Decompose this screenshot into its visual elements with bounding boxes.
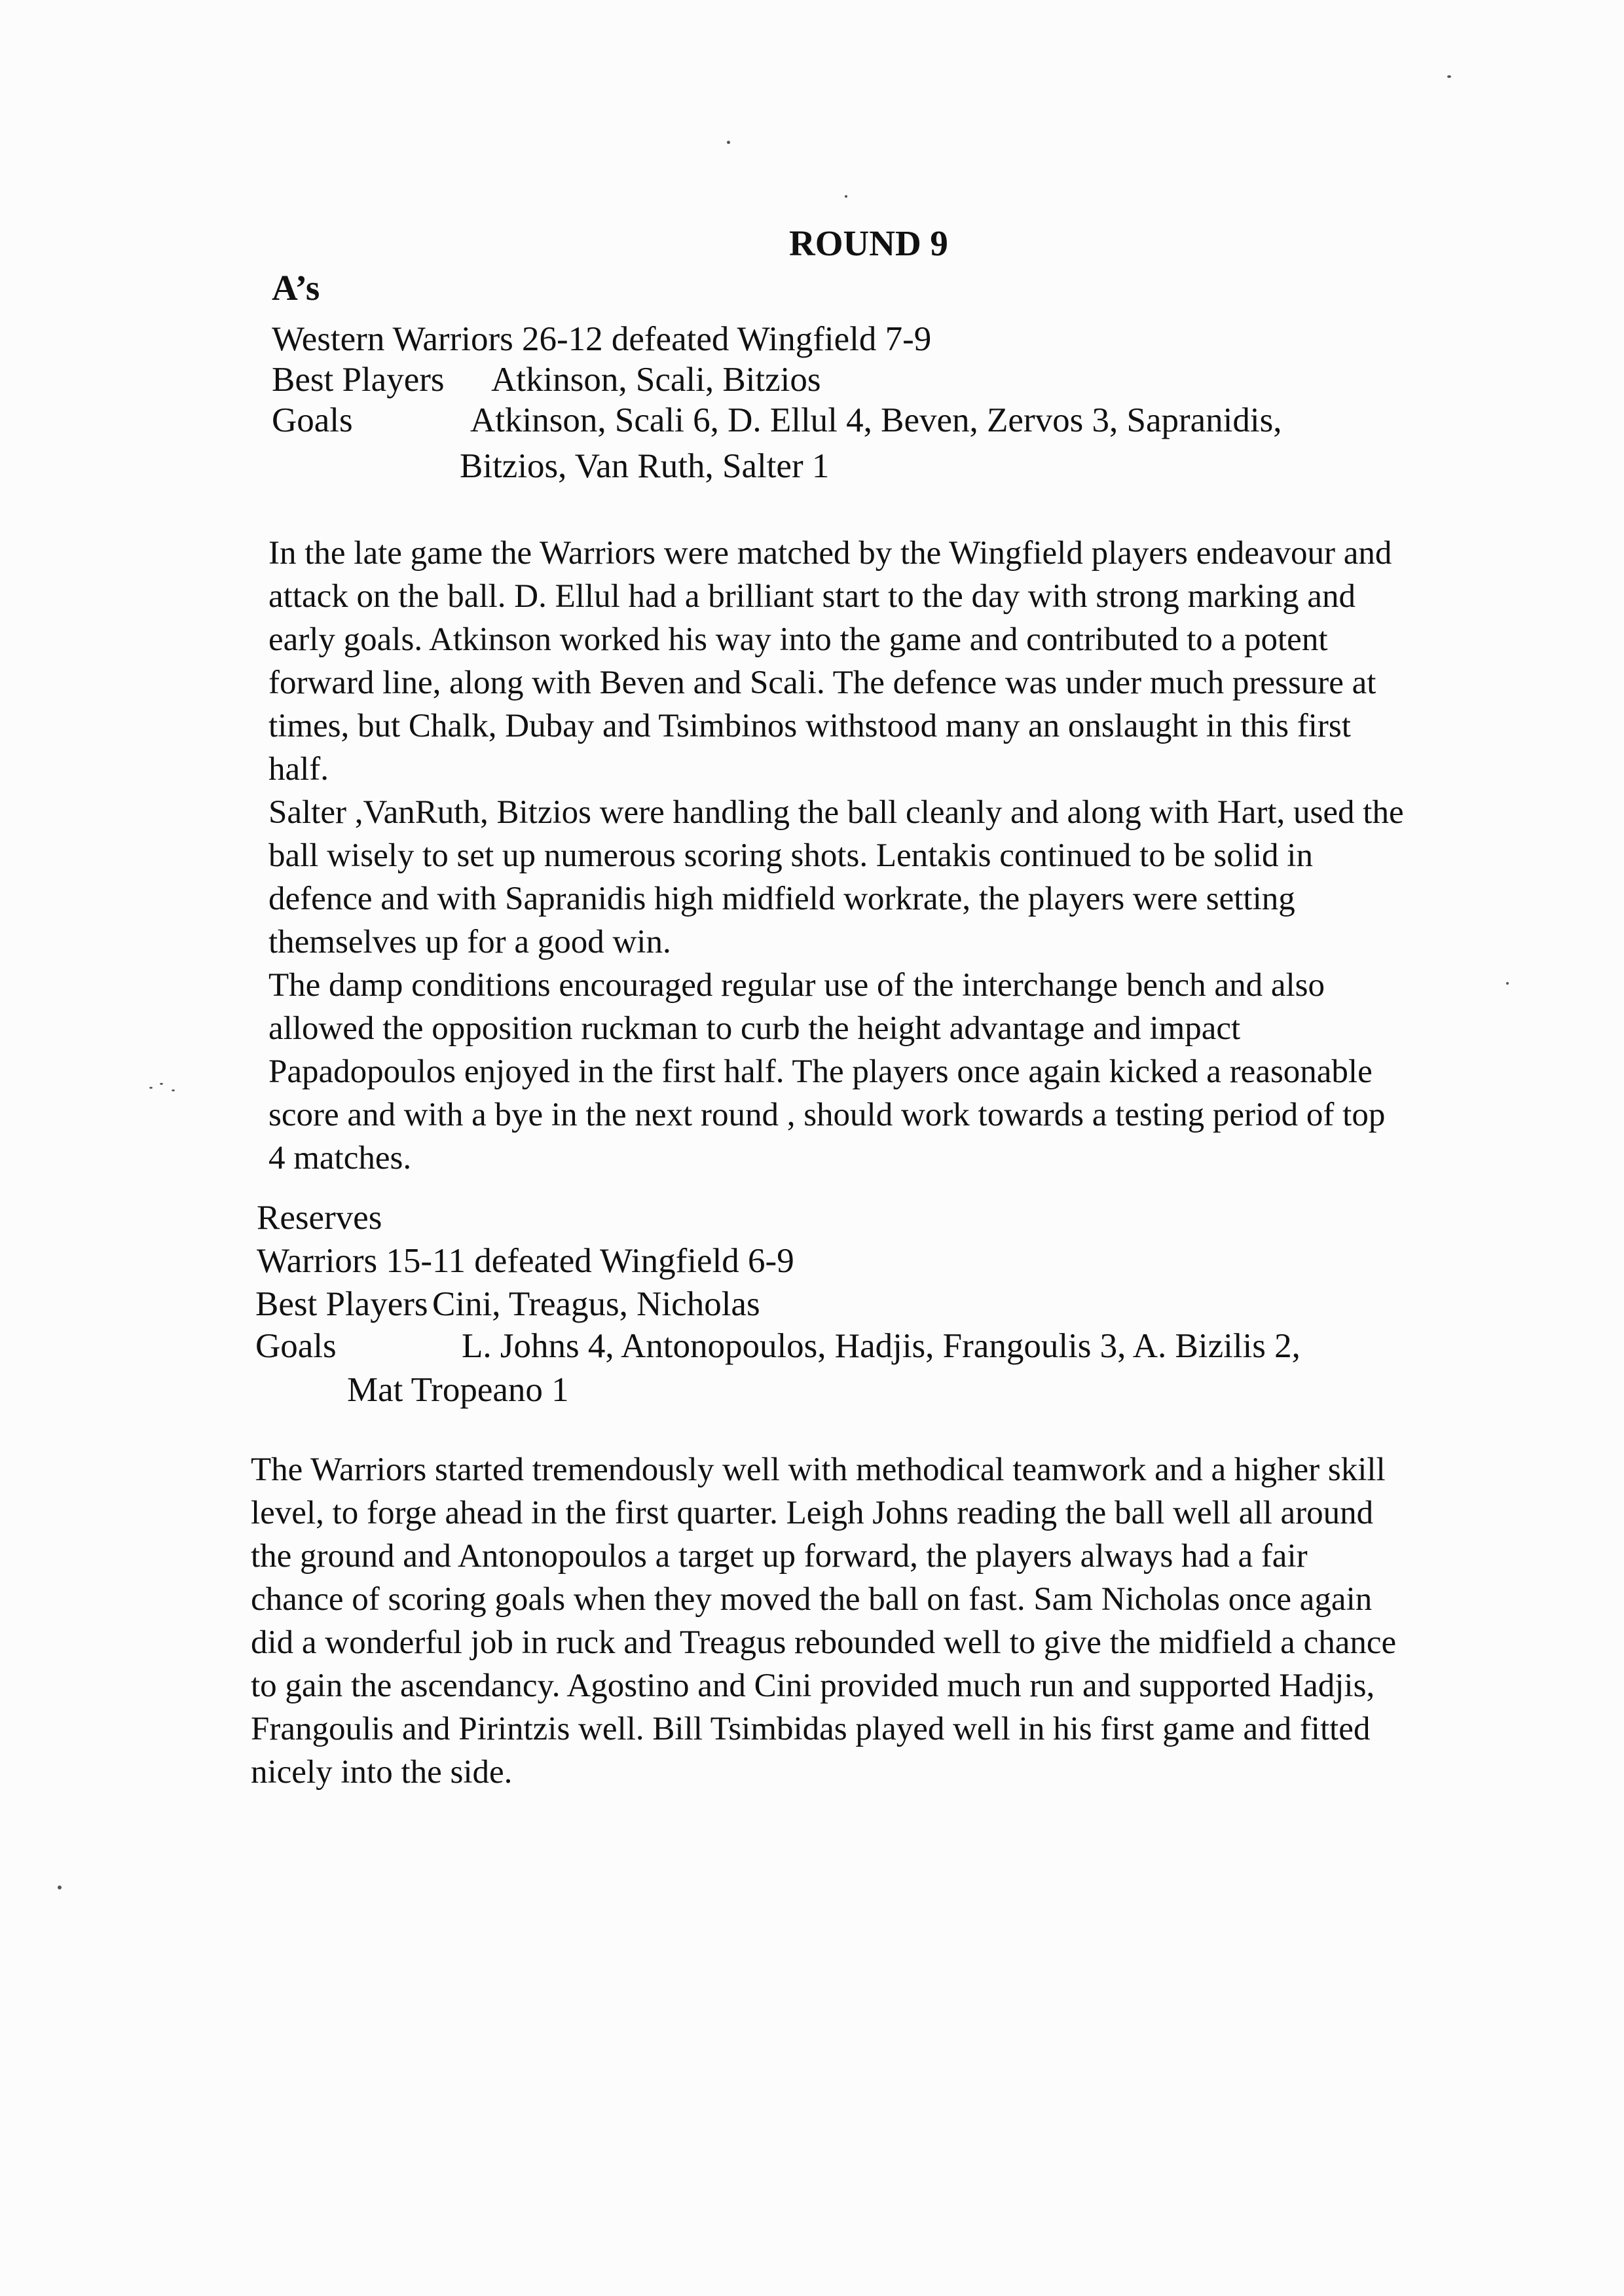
a-grade-report-paragraph: In the late game the Warriors were matched by the Wingfield players endeavour and attack on the ball. D. Ellul had a brilliant start to the day with strong marking and early goals. Atkinson worked his way into the game and contributed to a potent forward line, along with Beven and Scali. The defence was under much pressure at times, but Chalk, Dubay and Tsimbinos withstood many an onslaught in this first half. — [268, 535, 1392, 788]
reserves-goals-line2: Mat Tropeano 1 — [347, 1371, 569, 1409]
reserves-best-players: Cini, Treagus, Nicholas — [432, 1285, 760, 1323]
scan-speck — [1506, 982, 1509, 985]
reserves-best-players-row — [255, 1285, 760, 1324]
reserves-report-paragraph: The Warriors started tremendously well with methodical teamwork and a higher skill level, to forge ahead in the first quarter. Leigh Johns reading the ball well all around the ground and Antonopoulos a target up forward, the players always had a fair chance of scoring goals when they moved the ball on fast. Sam Nicholas once again did a wonderful job in ruck and Treagus rebounded well to give the midfield a chance to gain the ascendancy. Agostino and Cini provided much run and supported Hadjis, Frangoulis and Pirintzis well. Bill Tsimbidas played well in his first game and fitted nicely into the side. — [251, 1451, 1397, 1791]
scan-speck — [149, 1087, 153, 1089]
scan-speck — [727, 141, 730, 144]
reserves-best-players-label: Best Players — [255, 1285, 428, 1323]
a-grade-goals-line2: Bitzios, Van Ruth, Salter 1 — [460, 447, 830, 485]
reserves-goals-label: Goals — [255, 1327, 337, 1365]
a-grade-report-paragraph: Salter ,VanRuth, Bitzios were handling the ball cleanly and along with Hart, used the ball wisely to set up numerous scoring shots. Lentakis continued to be solid in defence and with Sapranidis high midfield workrate, the players were setting themselves up for a good win. — [268, 794, 1404, 960]
reserves-report — [251, 1448, 1397, 1794]
scan-speck — [160, 1083, 163, 1085]
a-grade-best-players-row — [272, 360, 821, 399]
reserves-result: Warriors 15-11 defeated Wingfield 6-9 — [257, 1242, 794, 1280]
a-grade-best-players: Atkinson, Scali, Bitzios — [491, 361, 821, 399]
a-grade-best-players-label: Best Players — [272, 361, 445, 399]
a-grade-goals-row — [272, 401, 1282, 440]
reserves-goals-row — [255, 1326, 1301, 1366]
page-title: ROUND 9 — [789, 223, 948, 263]
reserves-heading: Reserves — [257, 1199, 382, 1237]
a-grade-heading: A’s — [272, 268, 320, 308]
scan-speck — [172, 1089, 175, 1091]
a-grade-goals-label: Goals — [272, 401, 353, 439]
a-grade-result: Western Warriors 26-12 defeated Wingfield 7-9 — [272, 320, 932, 358]
scan-speck — [845, 195, 847, 198]
a-grade-report — [268, 532, 1408, 1180]
a-grade-report-paragraph: The damp conditions encouraged regular use of the interchange bench and also allowed the opposition ruckman to curb the height advantage and impact Papadopoulos enjoyed in the first half. The players once again kicked a reasonable score and with a bye in the next round , should work towards a testing period of top 4 matches. — [268, 967, 1386, 1176]
scan-speck — [1447, 75, 1451, 78]
scan-speck — [58, 1886, 62, 1889]
a-grade-goals-line1: Atkinson, Scali 6, D. Ellul 4, Beven, Zervos 3, Sapranidis, — [470, 401, 1282, 439]
reserves-goals-line1: L. Johns 4, Antonopoulos, Hadjis, Frangoulis 3, A. Bizilis 2, — [462, 1327, 1301, 1365]
